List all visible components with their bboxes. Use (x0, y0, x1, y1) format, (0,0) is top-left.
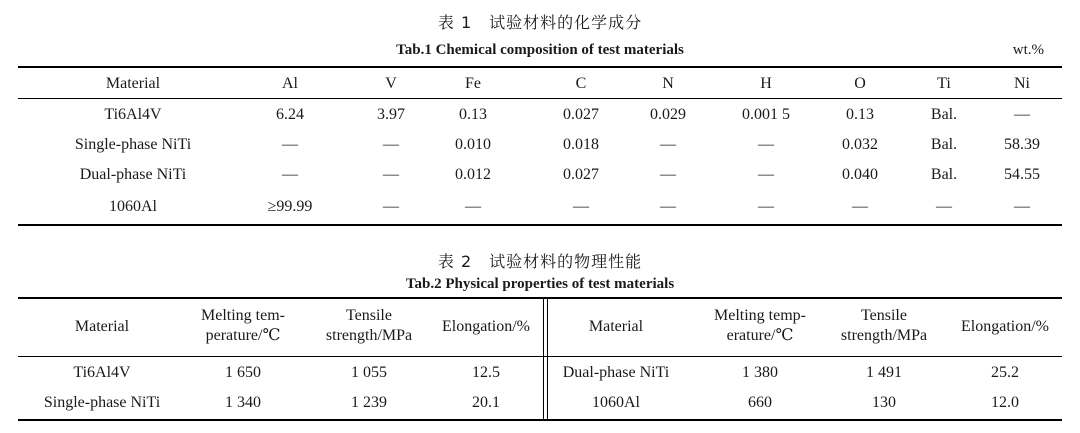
table2-cell: 1060Al (592, 394, 640, 411)
table2-header-cell: Melting temp- (714, 307, 806, 324)
table2-cell: Ti6Al4V (73, 364, 131, 381)
table2-header-cell: Material (74, 318, 130, 335)
table2-cell: 1 491 (866, 364, 902, 381)
table1-header-cell: O (854, 75, 866, 92)
table2-cell: 1 239 (351, 394, 387, 411)
table1-cell: — (282, 136, 298, 153)
table1-cell: — (465, 198, 481, 215)
table1-header-cell: V (385, 75, 397, 92)
table1-bottom-rule (18, 224, 1062, 226)
table1-cell: — (758, 198, 774, 215)
table1-cell: 0.040 (842, 166, 878, 183)
table1-header-rule (18, 98, 1062, 99)
table2-header-cell: perature/℃ (205, 327, 281, 344)
table1-cell: Single-phase NiTi (74, 136, 192, 153)
table2-header-cell: Elongation/% (961, 318, 1049, 335)
table2-cell: 1 340 (225, 394, 261, 411)
table2-header-cell: erature/℃ (726, 327, 794, 344)
table1-header-cell: Material (105, 75, 161, 92)
table2-header-rule (18, 356, 1062, 357)
table2-header-cell: Material (588, 318, 644, 335)
table1-cell: 0.027 (563, 106, 599, 123)
table1-caption-en: Tab.1 Chemical composition of test materials (396, 42, 684, 58)
table1-cell: — (852, 198, 868, 215)
table1-cell: 0.010 (455, 136, 491, 153)
table2-cell: 1 055 (351, 364, 387, 381)
table2-header-cell: Tensile (346, 307, 392, 324)
table1-top-rule (18, 66, 1062, 68)
table2-cell: 130 (872, 394, 896, 411)
table1-cell: 0.012 (455, 166, 491, 183)
table1-cell: Bal. (930, 106, 958, 123)
table1-unit: wt.% (1012, 42, 1044, 58)
table1-cell: — (1014, 198, 1030, 215)
table2-cell: 1 380 (742, 364, 778, 381)
table1-cell: — (282, 166, 298, 183)
table1-cell: — (660, 136, 676, 153)
table2-cell: Dual-phase NiTi (562, 364, 670, 381)
table1-cell: — (660, 198, 676, 215)
table2-caption-en: Tab.2 Physical properties of test materials (405, 276, 675, 292)
table1-cell: Bal. (930, 136, 958, 153)
table1-header-cell: N (662, 75, 674, 92)
table2-cell: Single-phase NiTi (43, 394, 161, 411)
table1-caption-cn: 表 1 试验材料的化学成分 (437, 13, 643, 32)
table1-cell: Dual-phase NiTi (79, 166, 187, 183)
table1-header-cell: Al (282, 75, 298, 92)
table1-cell: — (758, 166, 774, 183)
table1-cell: 0.027 (563, 166, 599, 183)
table2-header-cell: Melting tem- (201, 307, 285, 324)
table1-cell: — (936, 198, 952, 215)
table1-cell: ≥99.99 (267, 198, 313, 215)
table1-cell: Bal. (930, 166, 958, 183)
table2-cell: 660 (748, 394, 772, 411)
table1-cell: 58.39 (1004, 136, 1040, 153)
table1-header-cell: Ti (937, 75, 951, 92)
table1-cell: 1060Al (109, 198, 157, 215)
table1-cell: — (383, 198, 399, 215)
table2-cell: 12.5 (472, 364, 500, 381)
table2-cell: 25.2 (991, 364, 1019, 381)
table1-cell: 0.13 (459, 106, 487, 123)
table1-cell: Ti6Al4V (104, 106, 162, 123)
table2-cell: 20.1 (472, 394, 500, 411)
table1-cell: — (383, 136, 399, 153)
table2-caption-cn: 表 2 试验材料的物理性能 (437, 252, 643, 271)
table2-bottom-rule (18, 419, 1062, 421)
table1-cell: 54.55 (1004, 166, 1040, 183)
table1-cell: 0.032 (842, 136, 878, 153)
table1-cell: 3.97 (377, 106, 405, 123)
table1-header-cell: Fe (465, 75, 481, 92)
table1-header-cell: C (575, 75, 587, 92)
table1-cell: 0.029 (650, 106, 686, 123)
table2-top-rule (18, 297, 1062, 299)
table1-cell: 0.13 (846, 106, 874, 123)
table1-cell: 6.24 (276, 106, 304, 123)
table1-header-cell: Ni (1014, 75, 1030, 92)
table1-header-cell: H (760, 75, 772, 92)
table1-cell: — (660, 166, 676, 183)
table2-header-cell: strength/MPa (325, 327, 413, 344)
table2-cell: 1 650 (225, 364, 261, 381)
table2-header-cell: strength/MPa (840, 327, 928, 344)
table1-cell: — (573, 198, 589, 215)
table2-header-cell: Tensile (861, 307, 907, 324)
table2-header-cell: Elongation/% (442, 318, 530, 335)
table1-cell: — (758, 136, 774, 153)
table1-cell: 0.001 5 (742, 106, 790, 123)
table1-cell: 0.018 (563, 136, 599, 153)
table1-cell: — (1014, 106, 1030, 123)
table2-cell: 12.0 (991, 394, 1019, 411)
table1-cell: — (383, 166, 399, 183)
